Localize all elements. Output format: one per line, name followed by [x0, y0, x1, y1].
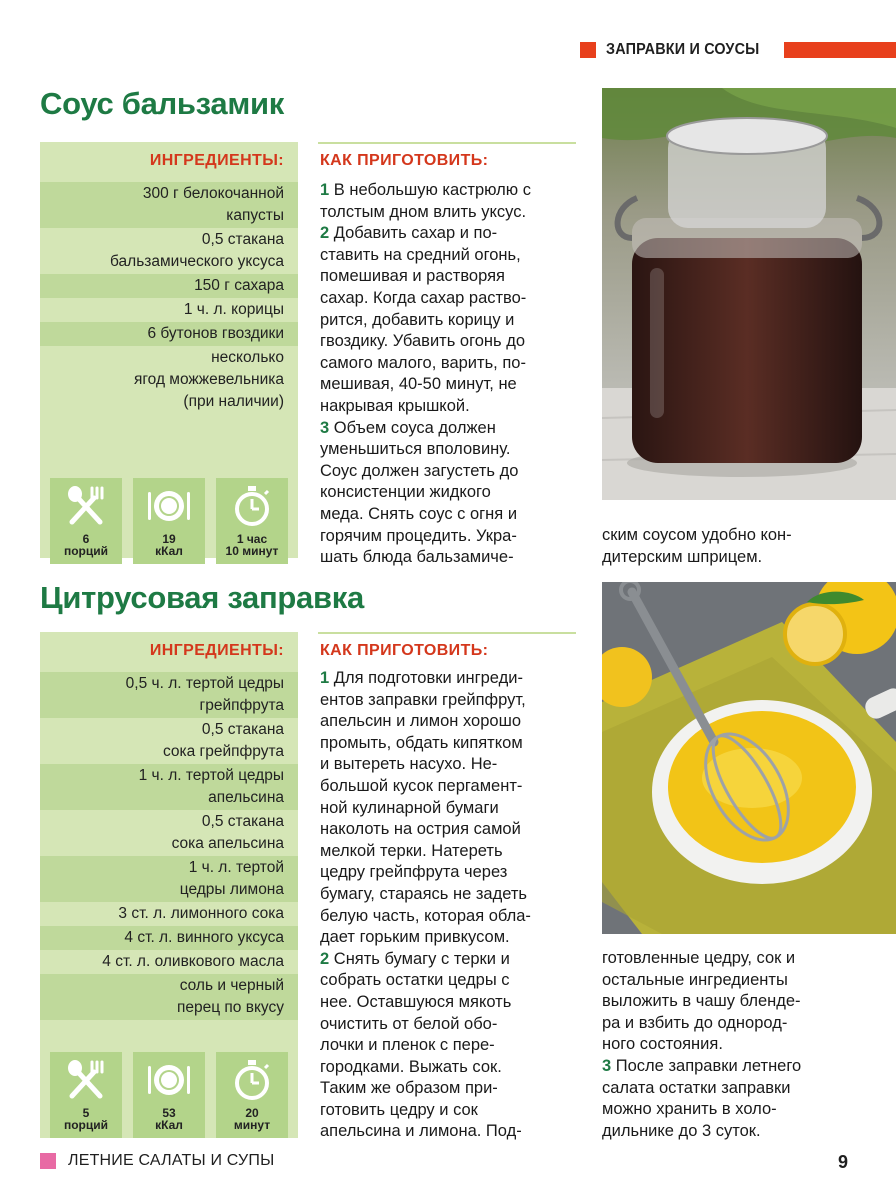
- method-line: 2 Снять бумагу с терки и: [320, 949, 510, 968]
- method-line: Таким же образом при-: [320, 1079, 498, 1098]
- recipe-badges: [50, 478, 288, 564]
- method-line: ного состояния.: [602, 1035, 723, 1054]
- step-number: 2: [320, 949, 330, 968]
- ingredient-line: 0,5 ч. л. тертой цедры: [125, 675, 284, 692]
- badge-value: 6 порций: [63, 532, 109, 558]
- method-line: Соус должен загустеть до: [320, 461, 519, 480]
- info-badge: [133, 1052, 205, 1138]
- step-number: 2: [320, 224, 330, 243]
- method-line: выложить в чашу бленде-: [602, 992, 801, 1011]
- method-line: апельсин и лимон хорошо: [320, 712, 521, 731]
- ingredient-item: [40, 274, 298, 298]
- ingredients-heading: ИНГРЕДИЕНТЫ:: [149, 152, 284, 169]
- method-line: остальные ингредиенты: [602, 970, 788, 989]
- method-line: 1 В небольшую кастрюлю с: [320, 181, 531, 199]
- step-number: 3: [320, 418, 330, 437]
- ingredient-item: [40, 974, 298, 1020]
- ingredient-item: [40, 182, 298, 228]
- recipe-badges: [50, 1052, 288, 1138]
- ingredient-item: [40, 718, 298, 764]
- balsamic-sauce-photo: [602, 88, 896, 500]
- ingredients-panel: [40, 142, 298, 438]
- method-line: шать блюда бальзамиче-: [320, 548, 514, 567]
- method-line: нее. Оставшуюся мякоть: [320, 992, 512, 1011]
- method-line: очистить от белой обо-: [320, 1014, 498, 1033]
- ingredient-item: [40, 856, 298, 902]
- method-line: уменьшиться вполовину.: [320, 440, 511, 459]
- method-line: ной кулинарной бумаги: [320, 798, 499, 817]
- method-text: [320, 180, 531, 569]
- section-title: ЗАПРАВКИ И СОУСЫ: [605, 41, 759, 58]
- method-line: толстым дном влить уксус.: [320, 202, 527, 221]
- method-line: 2 Добавить сахар и по-: [320, 224, 498, 243]
- method-line: самого малого, варить, по-: [320, 353, 526, 372]
- step-number: 1: [320, 181, 330, 199]
- method-line: ским соусом удобно кон-: [602, 526, 792, 544]
- footer-section: ЛЕТНИЕ САЛАТЫ И СУПЫ: [68, 1152, 275, 1169]
- ingredient-line: перец по вкусу: [176, 999, 284, 1016]
- method-heading: КАК ПРИГОТОВИТЬ:: [320, 152, 489, 169]
- method-line: помешивая и растворяя: [320, 267, 505, 286]
- section-marker: [580, 42, 596, 58]
- method-text-continued: [602, 525, 792, 568]
- recipe-title: Цитрусовая заправка: [40, 580, 364, 615]
- method-line: бумагу, стараясь не задеть: [320, 884, 527, 903]
- ingredient-line: 150 г сахара: [194, 277, 284, 294]
- ingredient-item: [40, 764, 298, 810]
- badge-value: 1 час 10 минут: [225, 532, 279, 558]
- divider-line: [318, 632, 576, 634]
- step-number: 3: [602, 1056, 612, 1075]
- ingredient-item: [40, 810, 298, 856]
- method-line: дильнике до 3 суток.: [602, 1121, 761, 1140]
- method-line: ра и взбить до однород-: [602, 1013, 788, 1032]
- ingredient-item: [40, 950, 298, 974]
- ingredient-line: ягод можжевельника: [133, 371, 284, 388]
- badge-value: 19 кКал: [155, 532, 183, 558]
- ingredient-line: 6 бутонов гвоздики: [147, 325, 284, 342]
- info-badge: [50, 478, 122, 564]
- method-line: белую часть, которая обла-: [320, 906, 531, 925]
- ingredient-line: бальзамического уксуса: [110, 253, 284, 270]
- method-line: консистенции жидкого: [320, 483, 491, 502]
- method-line: накрывая крышкой.: [320, 396, 470, 415]
- ingredient-line: 1 ч. л. тертой: [188, 859, 284, 876]
- ingredient-line: цедры лимона: [179, 881, 284, 898]
- ingredient-line: сока грейпфрута: [162, 743, 284, 760]
- method-line: апельсина и лимона. Под-: [320, 1122, 522, 1141]
- method-text: [320, 668, 531, 1143]
- ingredients-panel: [40, 632, 298, 1038]
- ingredient-line: 0,5 стакана: [201, 721, 284, 738]
- method-line: дает горьким привкусом.: [320, 928, 510, 947]
- method-line: дитерским шприцем.: [602, 547, 763, 566]
- ingredient-item: [40, 672, 298, 718]
- method-line: мешивая, 40-50 минут, не: [320, 375, 517, 394]
- method-line: мелкой терки. Натереть: [320, 841, 503, 860]
- ingredient-line: грейпфрута: [199, 697, 284, 714]
- page-number: 9: [838, 1152, 849, 1172]
- ingredient-line: апельсина: [208, 789, 284, 806]
- ingredient-item: [40, 298, 298, 322]
- method-line: цедру грейпфрута через: [320, 863, 508, 882]
- ingredient-item: [40, 926, 298, 950]
- method-line: промыть, обдать кипятком: [320, 733, 523, 752]
- ingredient-line: сока апельсина: [171, 835, 284, 852]
- ingredients-heading: ИНГРЕДИЕНТЫ:: [149, 642, 284, 659]
- method-line: наколоть на острия самой: [320, 820, 521, 839]
- ingredient-line: несколько: [211, 349, 284, 366]
- method-line: и вытереть насухо. Не-: [320, 755, 498, 774]
- info-badge: [216, 478, 288, 564]
- method-line: 3 После заправки летнего: [602, 1056, 802, 1075]
- badge-value: 5 порций: [63, 1106, 109, 1132]
- ingredient-line: капусты: [226, 207, 284, 224]
- ingredient-item: [40, 228, 298, 274]
- step-number: 1: [320, 669, 330, 687]
- ingredient-item: [40, 902, 298, 926]
- citrus-dressing-photo: [602, 582, 896, 934]
- method-line: большой кусок пергамент-: [320, 776, 523, 795]
- footer: [40, 1152, 274, 1170]
- method-line: городками. Выжать сок.: [320, 1057, 502, 1076]
- method-text-continued: [602, 948, 801, 1142]
- method-line: готовленные цедру, сок и: [602, 949, 796, 967]
- info-badge: [216, 1052, 288, 1138]
- ingredient-line: 0,5 стакана: [201, 231, 284, 248]
- method-line: лочки и пленок с пере-: [320, 1036, 495, 1055]
- ingredient-line: 300 г белокочанной: [142, 185, 284, 202]
- method-line: ставить на средний огонь,: [320, 245, 521, 264]
- method-line: 3 Объем соуса должен: [320, 418, 496, 437]
- footer-marker: [40, 1153, 56, 1169]
- ingredient-line: 3 ст. л. лимонного сока: [118, 905, 284, 922]
- recipe-title: Соус бальзамик: [40, 86, 284, 121]
- ingredient-line: 4 ст. л. оливкового масла: [102, 953, 284, 970]
- ingredient-line: (при наличии): [183, 393, 284, 410]
- method-line: можно хранить в холо-: [602, 1100, 777, 1119]
- info-badge: [50, 1052, 122, 1138]
- ingredient-item: [40, 346, 298, 414]
- method-line: гвоздику. Убавить огонь до: [320, 332, 526, 351]
- method-line: горячим процедить. Укра-: [320, 526, 517, 545]
- method-line: 1 Для подготовки ингреди-: [320, 669, 523, 687]
- method-line: ентов заправки грейпфрут,: [320, 690, 526, 709]
- method-heading: КАК ПРИГОТОВИТЬ:: [320, 642, 489, 659]
- ingredient-line: 1 ч. л. тертой цедры: [138, 767, 284, 784]
- badge-value: 20 минут: [233, 1106, 271, 1132]
- divider-line: [318, 142, 576, 144]
- ingredient-line: 1 ч. л. корицы: [183, 301, 284, 318]
- method-line: рится, добавить корицу и: [320, 310, 515, 329]
- ingredient-line: 4 ст. л. винного уксуса: [124, 929, 284, 946]
- method-line: готовить цедру и сок: [320, 1100, 478, 1119]
- info-badge: [133, 478, 205, 564]
- badge-value: 53 кКал: [155, 1106, 183, 1132]
- method-line: салата остатки заправки: [602, 1078, 791, 1097]
- ingredient-item: [40, 322, 298, 346]
- section-bar: [784, 42, 896, 58]
- method-line: меда. Снять соус с огня и: [320, 504, 518, 523]
- ingredient-line: 0,5 стакана: [201, 813, 284, 830]
- method-line: сахар. Когда сахар раство-: [320, 288, 527, 307]
- method-line: собрать остатки цедры с: [320, 971, 510, 990]
- section-header: [580, 38, 896, 62]
- ingredient-line: соль и черный: [179, 977, 284, 994]
